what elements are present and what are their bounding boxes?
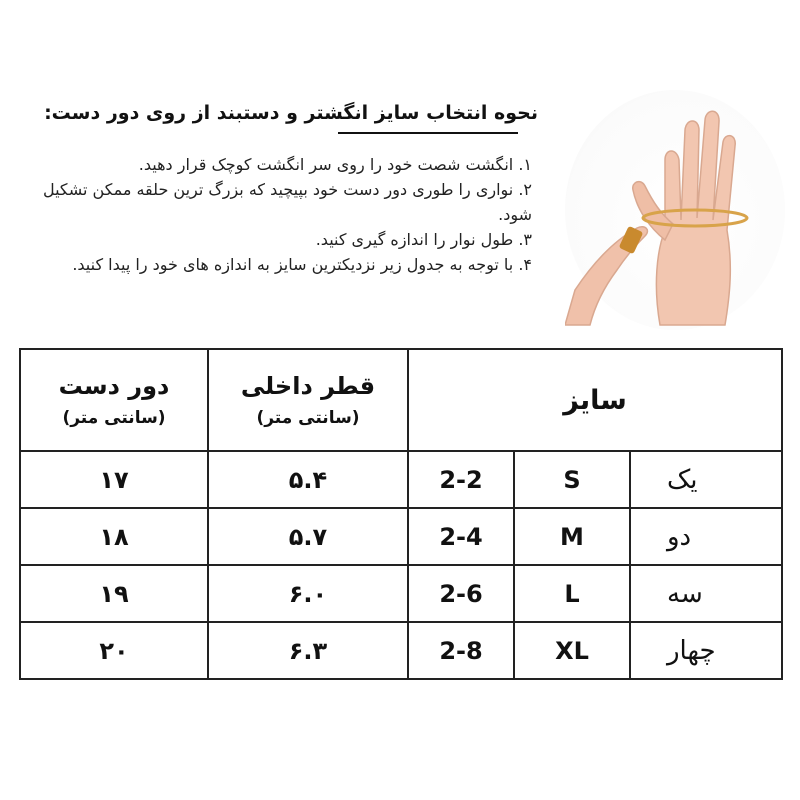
table-header-row bbox=[20, 349, 782, 451]
hand-circumference-value: ۱۸ bbox=[20, 508, 208, 565]
table-row bbox=[20, 622, 782, 679]
header-size bbox=[408, 349, 782, 451]
size-letter: XL bbox=[514, 622, 630, 679]
size-letter: L bbox=[514, 565, 630, 622]
table-row bbox=[20, 508, 782, 565]
instruction-list bbox=[12, 152, 532, 277]
size-letter: S bbox=[514, 451, 630, 508]
guide-title: نحوه انتخاب سایز انگشتر و دستبند از روی دور دست: bbox=[44, 102, 538, 124]
table-row bbox=[20, 565, 782, 622]
inner-diameter-value: ۵.۷ bbox=[208, 508, 408, 565]
size-name: یک bbox=[630, 451, 782, 508]
size-code: 2-4 bbox=[408, 508, 514, 565]
size-name: دو bbox=[630, 508, 782, 565]
size-code: 2-6 bbox=[408, 565, 514, 622]
hand-circumference-value: ۱۷ bbox=[20, 451, 208, 508]
size-code: 2-8 bbox=[408, 622, 514, 679]
header-hand-circumference-label: دور دست bbox=[58, 372, 170, 400]
header-inner-diameter-label: قطر داخلی bbox=[240, 372, 376, 400]
hand-measurement-illustration bbox=[565, 90, 785, 330]
instruction-step-1: ۱. انگشت شصت خود را روی سر انگشت کوچک قرار دهید. bbox=[138, 155, 532, 174]
size-letter: M bbox=[514, 508, 630, 565]
hand-image bbox=[565, 90, 785, 330]
instruction-step-4: ۴. با توجه به جدول زیر نزدیکترین سایز به اندازه های خود را پیدا کنید. bbox=[72, 255, 532, 274]
inner-diameter-value: ۵.۴ bbox=[208, 451, 408, 508]
header-inner-diameter bbox=[208, 349, 408, 451]
inner-diameter-value: ۶.۰ bbox=[208, 565, 408, 622]
hand-circumference-value: ۲۰ bbox=[20, 622, 208, 679]
instruction-step-2: ۲. نواری را طوری دور دست خود بپیچید که بزرگ ترین حلقه ممکن تشکیل شود. bbox=[42, 180, 532, 224]
header-hand-circumference bbox=[20, 349, 208, 451]
hand-circumference-value: ۱۹ bbox=[20, 565, 208, 622]
table-row bbox=[20, 451, 782, 508]
header-inner-diameter-unit: (سانتی متر) bbox=[256, 408, 360, 428]
header-size-label: سایز bbox=[563, 384, 627, 416]
instruction-step-3: ۳. طول نوار را اندازه گیری کنید. bbox=[315, 230, 532, 249]
header-hand-circumference-unit: (سانتی متر) bbox=[62, 408, 166, 428]
size-code: 2-2 bbox=[408, 451, 514, 508]
size-name: چهار bbox=[630, 622, 782, 679]
size-name: سه bbox=[630, 565, 782, 622]
size-table bbox=[19, 348, 783, 680]
title-underline bbox=[338, 132, 518, 134]
inner-diameter-value: ۶.۳ bbox=[208, 622, 408, 679]
